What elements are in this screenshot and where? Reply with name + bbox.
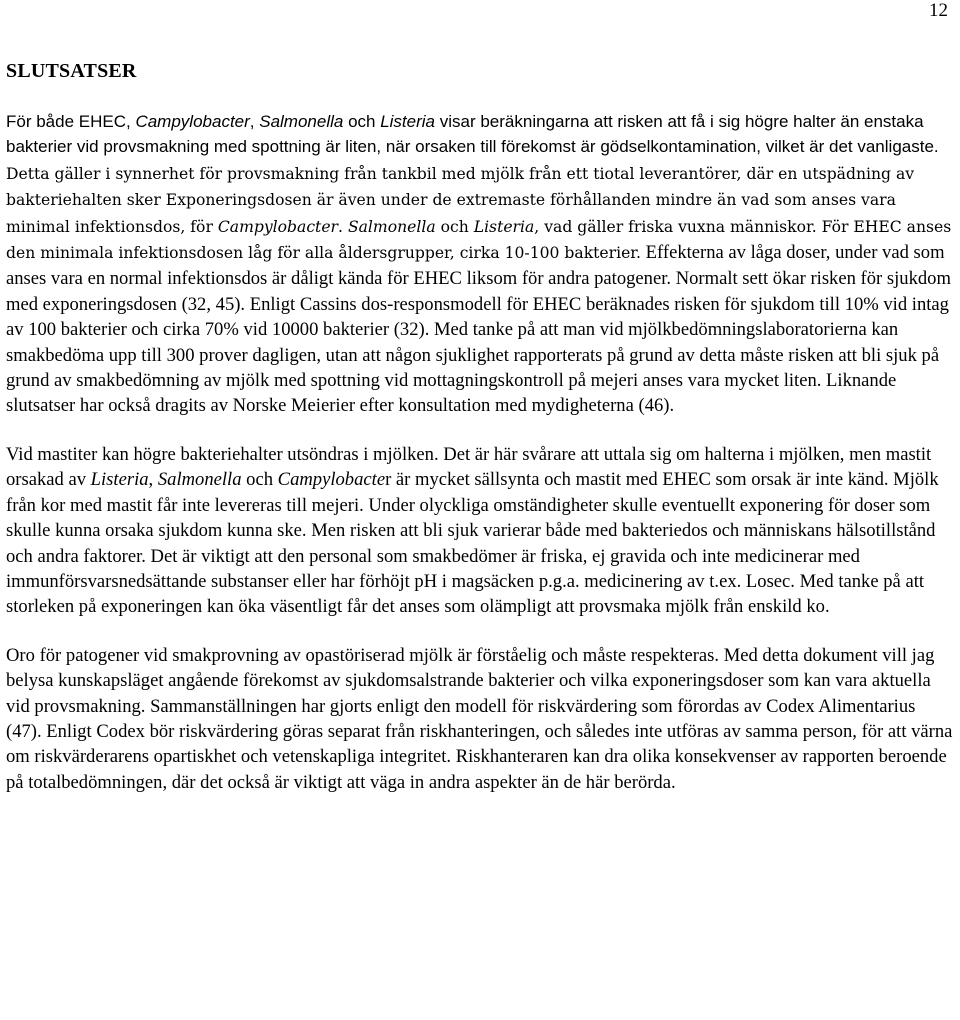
text-run: r är mycket sällsynta och mastit med EHEC som orsak är inte känd. Mjölk från kor med mastit får inte levereras till mejeri. Under olyckliga omständigheter skulle eventuellt exponering för doser som skulle kunna orsaka sjukdom kunna ske. Men risken att bli sjuk varierar både med bakteriedos och människans hälsotillstånd och andra faktorer. Det är viktigt att den personal som smakbedömer är friska, ej gravida och inte medicinerar med immunförsvarsnedsättande substanser eller har förhöjt pH i magsäcken p.g.a. medicinering av t.ex. Losec. Med tanke på att storleken på exponeringen kan öka väsentligt får det anses som olämpligt att provsmaka mjölk från enskild ko. bbox=[6, 469, 939, 618]
section-heading: SLUTSATSER bbox=[6, 60, 137, 82]
text-run: och bbox=[435, 217, 474, 236]
text-run: . bbox=[338, 217, 348, 236]
text-run: , bbox=[148, 469, 158, 491]
italic-term: Salmonella bbox=[157, 469, 242, 491]
italic-term: Listeria bbox=[473, 217, 535, 236]
paragraph-1 bbox=[6, 109, 954, 419]
italic-term: Listeria bbox=[380, 112, 436, 131]
text-run: Detta gäller i synnerhet för provsmakning från tankbil med mjölk från ett tiotal leverantörer, där en utspädning av bakteriehalten sker Exponeringsdosen är även under de extremaste förhållanden mindre än vad som anses vara minimal infektionsdos, för bbox=[6, 164, 915, 236]
text-run: , bbox=[249, 112, 260, 131]
italic-term: Campylobacte bbox=[277, 469, 386, 491]
text-run: För både EHEC, bbox=[6, 112, 136, 131]
text-run: Oro för patogener vid smakprovning av opastöriserad mjölk är förståelig och måste respekteras. Med detta dokument vill jag belysa kunskapsläget angående förekomst av sjukdomsalstrande bakterier och vilka exponeringsdoser som kan vara aktuella vid provsmakning. Sammanställningen har gjorts enligt den modell för riskvärdering som förordas av Codex Alimentarius (47). Enligt Codex bör riskvärdering göras separat från riskhanteringen, och således inte utföras av samma person, för att värna om riskvärderarens opartiskhet och vetenskapliga integritet. Riskhanteraren kan dra olika konsekvenser av rapporten beroende på totalbedömningen, där det också är viktigt att väga in andra aspekter än de här berörda. bbox=[6, 644, 953, 793]
paragraph-3 bbox=[6, 643, 954, 795]
paragraph-2 bbox=[6, 442, 954, 620]
italic-term: Salmonella bbox=[347, 217, 436, 236]
text-run: och bbox=[343, 112, 381, 131]
text-run: och bbox=[241, 469, 278, 491]
text-run: , vad gäller friska vuxna människor. För EHEC anses den minimala infektionsdosen låg för alla åldersgrupper, cirka 10-100 bakterier. bbox=[6, 217, 952, 263]
page-number: 12 bbox=[929, 0, 948, 21]
italic-term: Campylobacter bbox=[217, 217, 339, 236]
body-text bbox=[6, 109, 954, 795]
italic-term: Campylobacter bbox=[135, 112, 250, 131]
italic-term: Salmonella bbox=[259, 112, 344, 131]
text-run: Effekterna av låga doser, under vad som anses vara en normal infektionsdos är dåligt kända för EHEC liksom för andra patogener. Normalt sett ökar risken för sjukdom med exponeringsdosen (32, 45). Enligt Cassins dos-responsmodell för EHEC beräknades risken för sjukdom till 10% vid intag av 100 bakterier och cirka 70% vid 10000 bakterier (32). Med tanke på att man vid mjölkbedömningslaboratorierna kan smakbedöma upp till 300 prover dagligen, utan att någon sjuklighet rapporterats på grund av detta måste risken att bli sjuk på grund av smakbedömning av mjölk med spottning vid mottagningskontroll på mejeri anses vara mycket liten. Liknande slutsatser har också dragits av Norske Meierier efter konsultation med mydigheterna (46). bbox=[6, 242, 951, 417]
text-run: visar beräkningarna att risken att få i sig högre halter än enstaka bakterier vid provsmakning med spottning är liten, när orsaken till förekomst är gödselkontamination, vilket är det vanligaste. bbox=[6, 112, 939, 157]
text-run: Vid mastiter kan högre bakteriehalter utsöndras i mjölken. Det är här svårare att uttala sig om halterna i mjölken, men mastit orsakad av bbox=[6, 443, 932, 491]
italic-term: Listeria bbox=[90, 469, 149, 491]
